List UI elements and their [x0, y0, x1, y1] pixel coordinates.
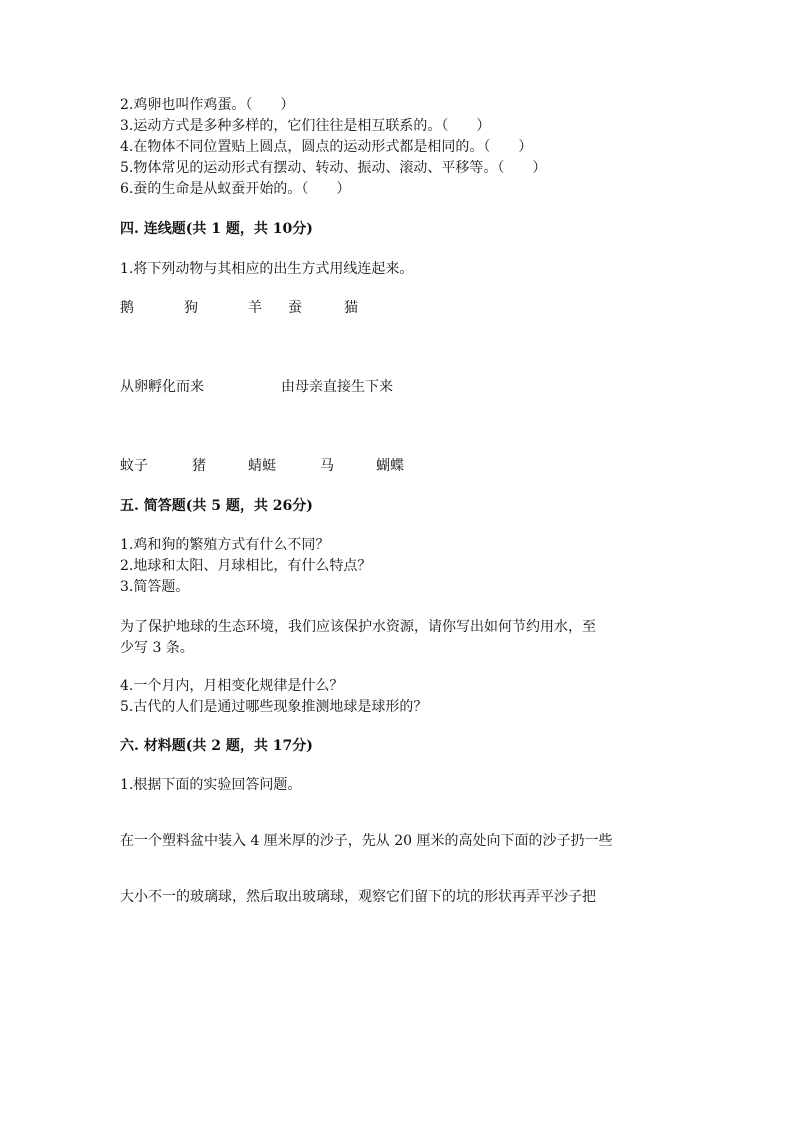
- animal-top-1: 鹅: [120, 300, 134, 316]
- section-5-q1: 1.鸡和狗的繁殖方式有什么不同？: [120, 537, 330, 553]
- section-6-q1: 1.根据下面的实验回答问题。: [120, 777, 302, 793]
- animal-bottom-4: 马: [320, 458, 334, 474]
- tf-item-5: 5.物体常见的运动形式有摆动、转动、振动、滚动、平移等。（ ）: [120, 160, 547, 176]
- animal-top-4: 蚕: [288, 300, 302, 316]
- birth-mode-live: 由母亲直接生下来: [281, 379, 393, 395]
- animal-bottom-5: 蝴蝶: [376, 458, 404, 474]
- animal-bottom-2: 猪: [192, 458, 206, 474]
- section-6-title: 六. 材料题(共 2 题，共 17分): [120, 738, 313, 754]
- tf-item-6: 6.蚕的生命是从蚁蚕开始的。（ ）: [120, 181, 351, 197]
- section-6-text-2: 大小不一的玻璃球，然后取出玻璃球，观察它们留下的坑的形状再弄平沙子把: [120, 889, 596, 905]
- section-4-title: 四. 连线题(共 1 题，共 10分): [120, 221, 313, 237]
- section-5-q2: 2.地球和太阳、月球相比，有什么特点？: [120, 558, 372, 574]
- section-6-text-1: 在一个塑料盆中装入 4 厘米厚的沙子，先从 20 厘米的高处向下面的沙子扔一些: [120, 833, 613, 849]
- tf-item-4: 4.在物体不同位置贴上圆点，圆点的运动形式都是相同的。（ ）: [120, 139, 533, 155]
- section-5-q3: 3.简答题。: [120, 579, 190, 595]
- section-5-q5: 5.古代的人们是通过哪些现象推测地球是球形的？: [120, 699, 428, 715]
- section-5-q4: 4.一个月内，月相变化规律是什么？: [120, 678, 344, 694]
- section-4-question: 1.将下列动物与其相应的出生方式用线连起来。: [120, 261, 414, 277]
- animal-bottom-1: 蚊子: [120, 458, 148, 474]
- tf-item-2: 2.鸡卵也叫作鸡蛋。（ ）: [120, 97, 295, 113]
- tf-item-3: 3.运动方式是多种多样的，它们往往是相互联系的。（ ）: [120, 118, 491, 134]
- animal-top-5: 猫: [344, 300, 358, 316]
- section-5-q3-text-2: 少写 3 条。: [120, 640, 194, 656]
- animal-bottom-3: 蜻蜓: [248, 458, 276, 474]
- section-5-title: 五. 简答题(共 5 题，共 26分): [120, 498, 313, 514]
- section-5-q3-text-1: 为了保护地球的生态环境，我们应该保护水资源，请你写出如何节约用水，至: [120, 619, 596, 635]
- birth-mode-egg: 从卵孵化而来: [120, 379, 204, 395]
- animal-top-3: 羊: [248, 300, 262, 316]
- animal-top-2: 狗: [184, 300, 198, 316]
